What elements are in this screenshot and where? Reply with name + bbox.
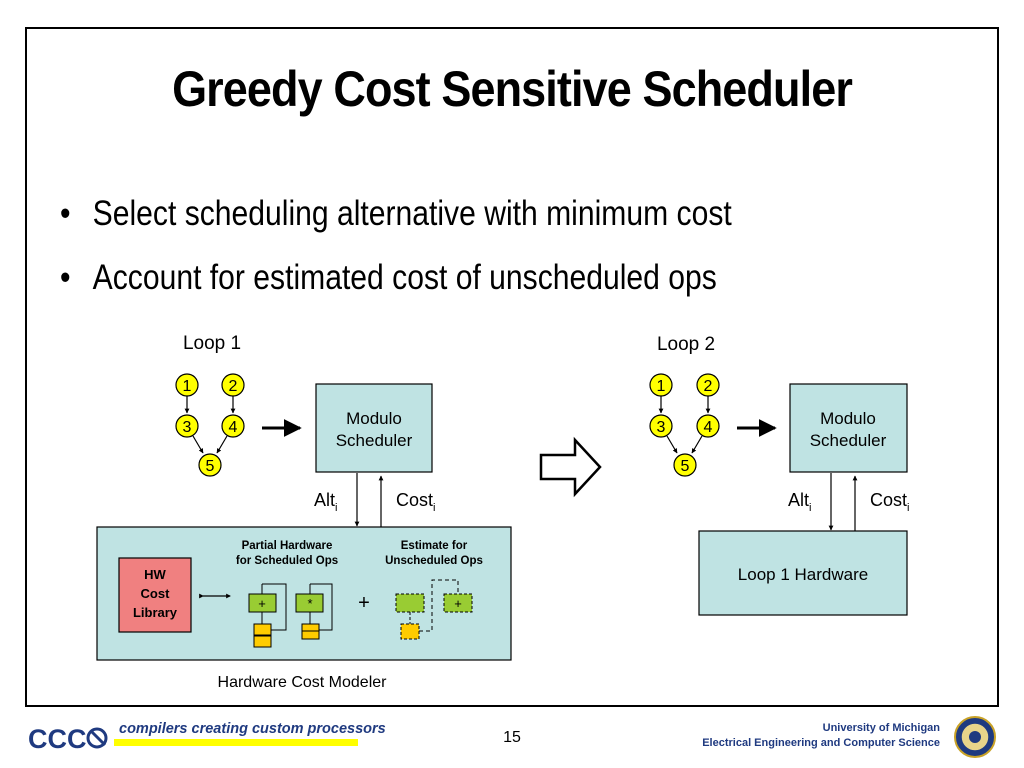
university-name: University of Michigan: [822, 722, 940, 734]
loop2-node-1: [650, 374, 672, 396]
tagline-bar: [114, 739, 358, 746]
loop2-alt-label: Alt$_i$: [788, 490, 812, 514]
bullet-dot: •: [60, 258, 71, 297]
slide-title: Greedy Cost Sensitive Scheduler: [172, 61, 852, 117]
loop1-node-2: [222, 374, 244, 396]
loop1-node-3: [176, 415, 198, 437]
svg-text:5: 5: [680, 458, 690, 475]
svg-text:Library: Library: [132, 605, 178, 620]
transition-arrow: [541, 440, 600, 494]
loop1-alt-label: Alt$_i$: [314, 490, 338, 514]
modeler-label: Hardware Cost Modeler: [217, 674, 387, 691]
footer: [28, 717, 995, 757]
svg-text:Scheduler: Scheduler: [809, 431, 887, 450]
partial-hw-label-1: Partial Hardware: [241, 540, 333, 552]
plus-sign: +: [358, 592, 370, 614]
svg-text:5: 5: [205, 458, 215, 475]
loop1-node-5: [199, 454, 221, 476]
tagline: compilers creating custom processors: [119, 721, 386, 737]
svg-text:Modulo: Modulo: [820, 409, 876, 428]
loop2-node-2: [697, 374, 719, 396]
loop1-label: Loop 1: [182, 333, 242, 354]
svg-text:3: 3: [182, 419, 192, 436]
bullet-1-text: Select scheduling alternative with minimum cost: [92, 194, 732, 233]
svg-text:4: 4: [228, 419, 238, 436]
loop1-group: [176, 333, 435, 527]
estimate-label-2: Unscheduled Ops: [385, 555, 483, 567]
page-number: 15: [503, 729, 521, 746]
partial-hw-label-2: for Scheduled Ops: [235, 555, 339, 567]
svg-text:Modulo: Modulo: [346, 409, 402, 428]
loop1-node-1: [176, 374, 198, 396]
bullet-2-text: Account for estimated cost of unscheduled ops: [92, 258, 717, 297]
svg-text:Scheduler: Scheduler: [335, 431, 413, 450]
svg-text:2: 2: [703, 378, 713, 395]
register-box: [254, 636, 271, 647]
svg-text:+: +: [454, 596, 462, 611]
svg-text:2: 2: [228, 378, 238, 395]
loop2-modulo-scheduler: [790, 384, 907, 472]
university-seal-icon: [955, 717, 995, 757]
loop2-node-5: [674, 454, 696, 476]
loop1-hardware-box: [699, 531, 907, 615]
loop1-modulo-scheduler: [316, 384, 432, 472]
register-box: [254, 624, 271, 635]
loop2-node-3: [650, 415, 672, 437]
loop2-label: Loop 2: [656, 334, 716, 355]
svg-text:3: 3: [656, 419, 666, 436]
svg-text:*: *: [307, 596, 313, 611]
bullet-dot: •: [60, 194, 71, 233]
svg-text:HW: HW: [144, 567, 166, 582]
svg-text:Loop 1 Hardware: Loop 1 Hardware: [737, 565, 869, 584]
svg-text:1: 1: [182, 378, 192, 395]
loop1-cost-label: Cost$_i$: [396, 490, 436, 514]
svg-text:1: 1: [656, 378, 666, 395]
dashed-op-box: [396, 594, 424, 612]
dashed-register-box: [401, 624, 419, 639]
hw-cost-library: [119, 558, 191, 632]
loop1-node-4: [222, 415, 244, 437]
svg-text:4: 4: [703, 419, 713, 436]
hardware-cost-modeler: [97, 527, 511, 660]
estimate-label-1: Estimate for: [400, 540, 468, 552]
loop2-group: [650, 334, 909, 615]
department-name: Electrical Engineering and Computer Science: [702, 737, 940, 749]
svg-text:CCC: CCC: [28, 724, 87, 754]
svg-text:Cost: Cost: [140, 586, 170, 601]
ccc-logo: [28, 724, 106, 754]
svg-text:+: +: [258, 596, 266, 611]
loop2-cost-label: Cost$_i$: [870, 490, 910, 514]
loop2-node-4: [697, 415, 719, 437]
